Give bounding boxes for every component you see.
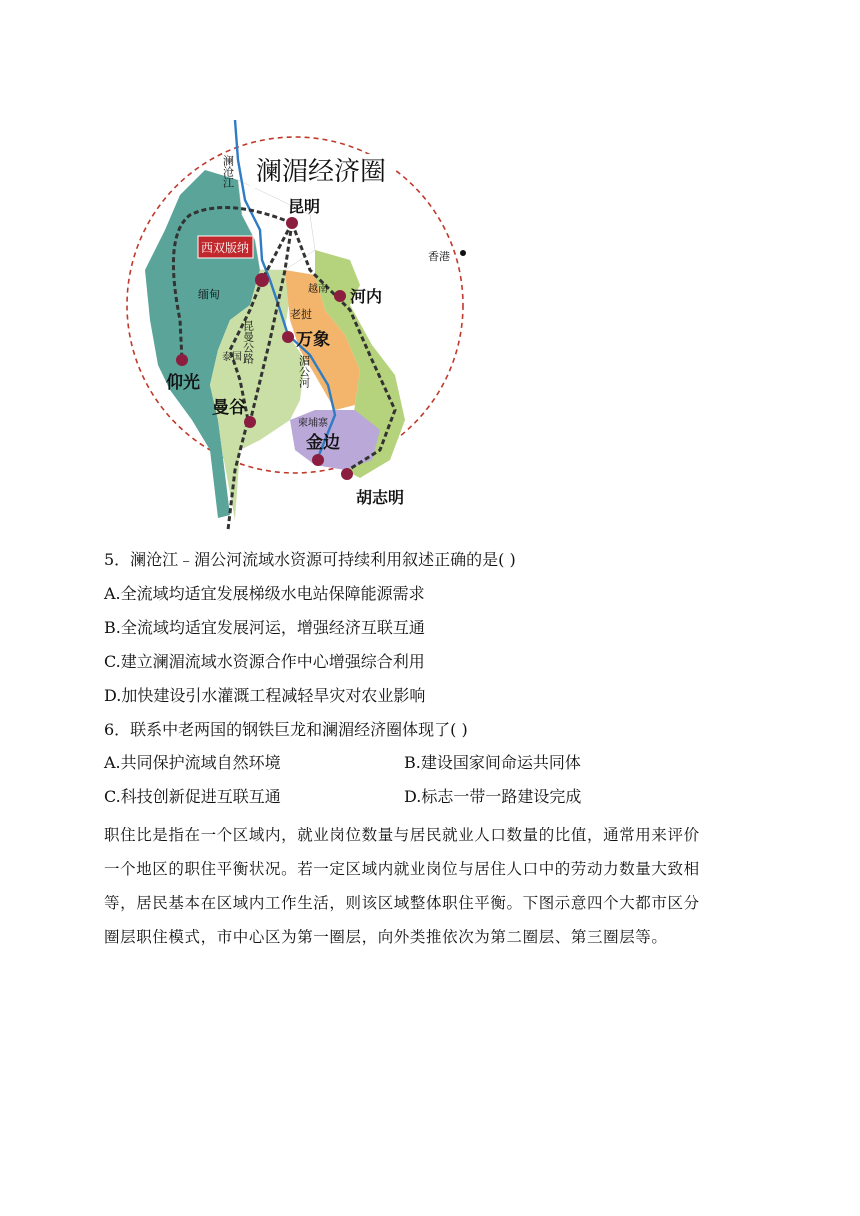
q6-stem: 6．联系中老两国的钢铁巨龙和澜湄经济圈体现了( ) [104, 720, 468, 739]
q5-option-a: A.全流域均适宜发展梯级水电站保障能源需求 [104, 584, 425, 603]
mekong-label: 湄公河 [297, 355, 311, 388]
kunming-label: 昆明 [288, 197, 321, 216]
phnompenh-label: 金边 [306, 433, 340, 453]
passage-line: 圈层职住模式，市中心区为第一圈层，向外类推依次为第二圈层、第三圈层等。 [104, 928, 668, 946]
lancang-mekong-map [110, 120, 470, 540]
hanoi-label: 河内 [350, 287, 383, 306]
q5-option-d: D.加快建设引水灌溉工程减轻旱灾对农业影响 [104, 686, 426, 705]
laos-label: 老挝 [290, 308, 312, 321]
hongkong-label: 香港 [428, 250, 450, 263]
hochiminh-label: 胡志明 [356, 488, 405, 507]
myanmar-label: 缅甸 [198, 288, 220, 301]
q5-option-c: C.建立澜湄流域水资源合作中心增强综合利用 [104, 652, 425, 671]
map-title: 澜湄经济圈 [256, 157, 387, 187]
kunman-label: 昆曼公路 [241, 320, 255, 364]
passage-line: 职住比是指在一个区域内，就业岗位数量与居民就业人口数量的比值，通常用来评价 [104, 826, 700, 844]
xishuangbanna-label: 西双版纳 [201, 241, 250, 255]
passage-line: 一个地区的职住平衡状况。若一定区域内就业岗位与居住人口中的劳动力数量大致相 [104, 860, 700, 878]
vietnam-label: 越南 [308, 284, 328, 295]
q6-option-d: D.标志一带一路建设完成 [404, 787, 582, 806]
bangkok-label: 曼谷 [212, 398, 246, 418]
q6-option-b: B.建设国家间命运共同体 [404, 753, 581, 772]
q6-option-c: C.科技创新促进互联互通 [104, 787, 281, 806]
vientiane-label: 万象 [296, 330, 330, 350]
passage [104, 818, 754, 954]
yangon-label: 仰光 [166, 373, 200, 393]
lancang-label: 澜沧江 [221, 155, 235, 188]
q5-stem: 5．澜沧江﹣湄公河流域水资源可持续利用叙述正确的是( ) [104, 550, 516, 569]
thailand-label: 泰国 [222, 352, 242, 363]
q6-option-a: A.共同保护流域自然环境 [104, 753, 281, 772]
passage-line: 等，居民基本在区域内工作生活，则该区域整体职住平衡。下图示意四个大都市区分 [104, 894, 700, 912]
cambodia-label: 柬埔寨 [298, 418, 328, 429]
q5-option-b: B.全流域均适宜发展河运，增强经济互联互通 [104, 618, 425, 637]
